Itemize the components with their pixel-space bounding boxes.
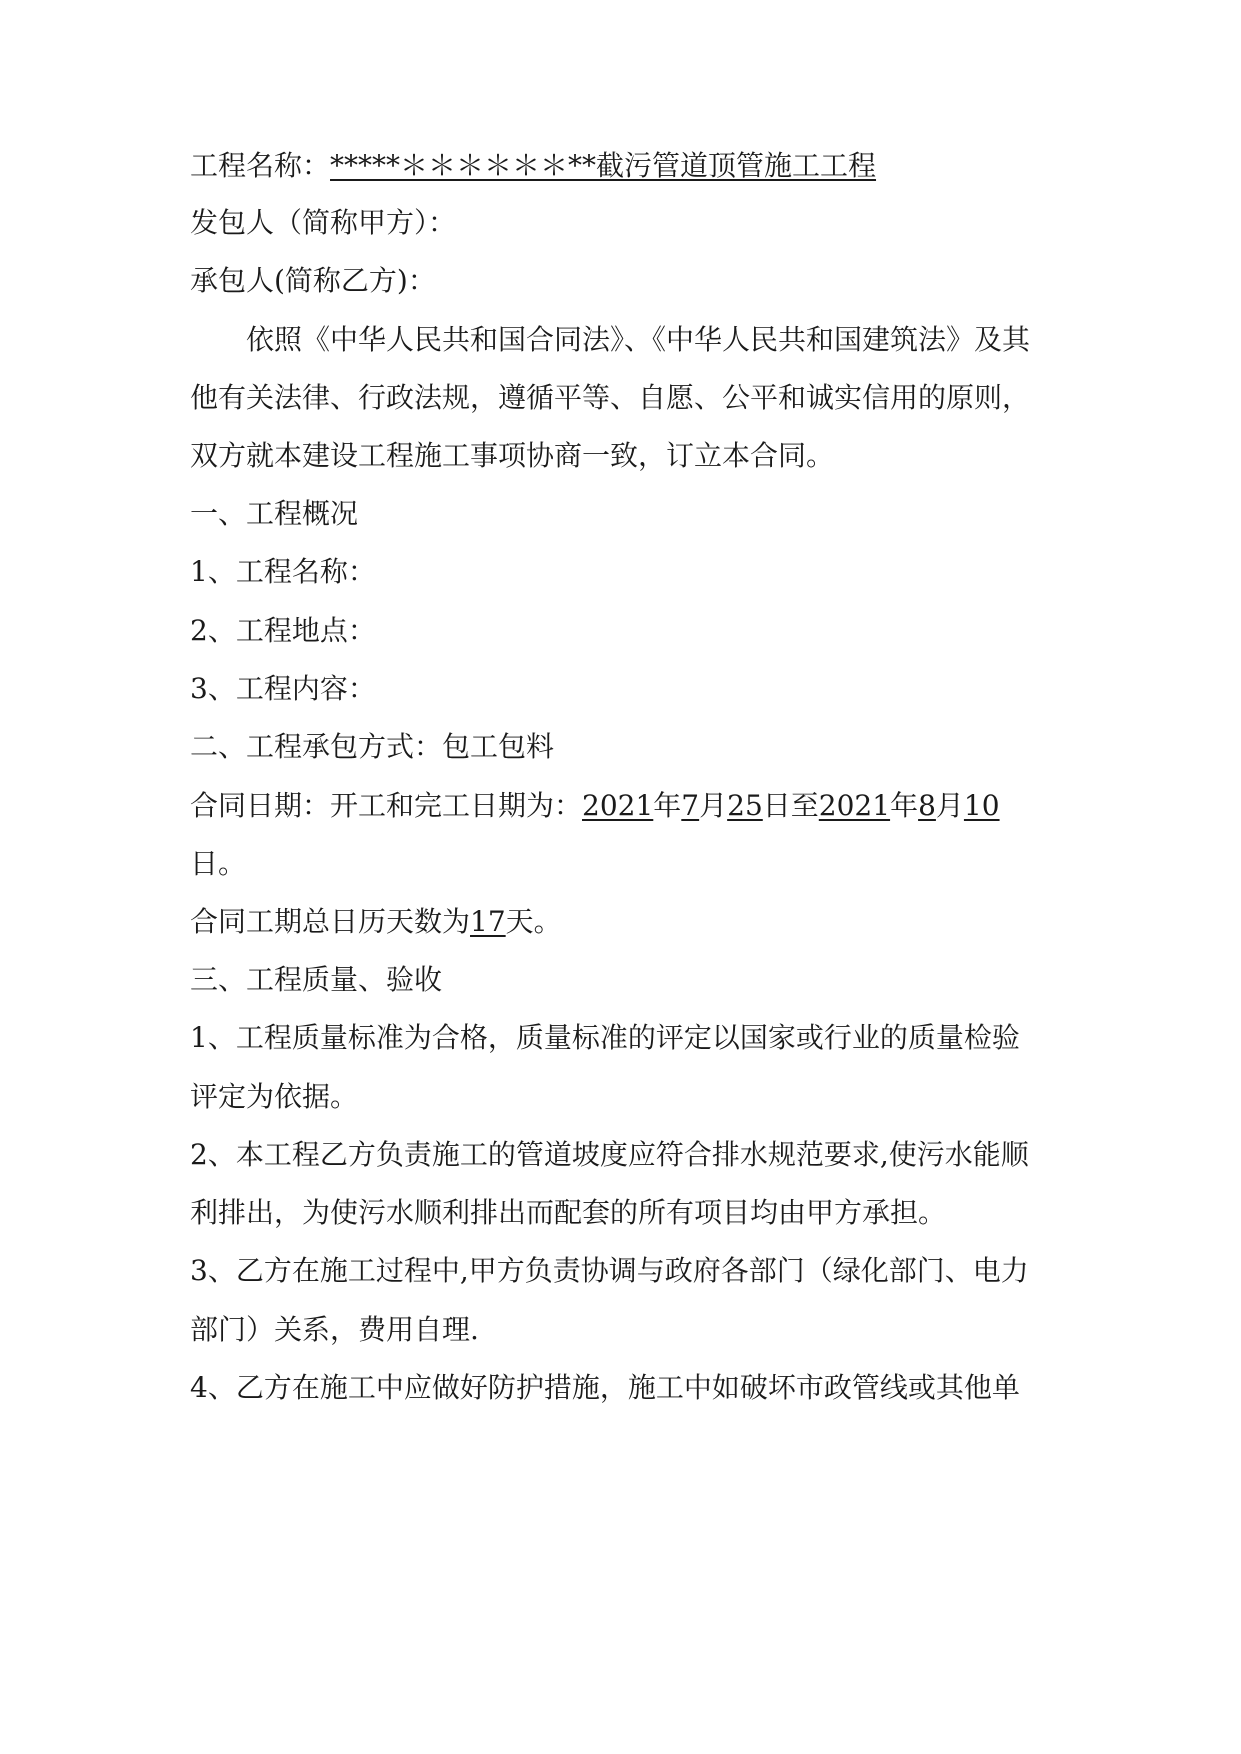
start-month: 7 [681, 789, 700, 822]
contractor-label: 承包人(简称乙方)： [190, 264, 436, 297]
year-char: 年 [890, 789, 919, 822]
month-char: 月 [699, 789, 728, 822]
contract-date-tail: 日。 [190, 847, 247, 880]
start-day: 25 [727, 789, 763, 822]
end-month: 8 [918, 789, 936, 822]
project-name-line [190, 146, 876, 186]
section-1-item-3: 3、工程内容： [190, 672, 376, 705]
preamble-line-1: 依照《中华人民共和国合同法》、《中华人民共和国建筑法》及其 [246, 323, 1031, 356]
section-3-heading: 三、工程质量、验收 [190, 963, 443, 996]
project-name-label: 工程名称： [190, 149, 331, 182]
duration-suffix: 天。 [505, 905, 562, 938]
employer-label: 发包人（简称甲方）： [190, 206, 457, 239]
section-1-heading: 一、工程概况 [190, 497, 359, 530]
end-day: 10 [963, 789, 1000, 822]
section-3-p3-line-2: 部门）关系，费用自理. [190, 1313, 479, 1346]
section-3-p1-line-2: 评定为依据。 [190, 1080, 359, 1113]
section-3-p4-line-1: 4、乙方在施工中应做好防护措施，施工中如破坏市政管线或其他单 [190, 1371, 1020, 1404]
day-to-text: 日至 [762, 789, 819, 822]
section-2-heading: 二、工程承包方式：包工包料 [190, 730, 555, 763]
duration-prefix: 合同工期总日历天数为 [190, 905, 471, 938]
section-3-p2-line-2: 利排出，为使污水顺利排出而配套的所有项目均由甲方承担。 [190, 1196, 947, 1229]
section-1-item-2: 2、工程地点： [190, 614, 376, 647]
section-3-p3-line-1: 3、乙方在施工过程中,甲方负责协调与政府各部门（绿化部门、电力 [190, 1254, 1029, 1287]
contract-date-prefix: 合同日期：开工和完工日期为： [190, 789, 583, 822]
section-1-item-1: 1、工程名称： [190, 555, 376, 588]
duration-line [190, 902, 562, 942]
end-year: 2021 [818, 789, 891, 822]
contract-date-line [190, 786, 1000, 826]
section-3-p1-line-1: 1、工程质量标准为合格，质量标准的评定以国家或行业的质量检验 [190, 1021, 1020, 1054]
start-year: 2021 [582, 789, 654, 822]
section-3-p2-line-1: 2、本工程乙方负责施工的管道坡度应符合排水规范要求,使污水能顺 [190, 1138, 1029, 1171]
preamble-line-2: 他有关法律、行政法规，遵循平等、自愿、公平和诚实信用的原则， [190, 381, 1031, 414]
duration-days: 17 [470, 905, 506, 938]
project-name-value: *****＊＊＊＊＊＊**截污管道顶管施工工程 [330, 149, 877, 182]
month-char: 月 [935, 789, 964, 822]
year-char: 年 [653, 789, 682, 822]
preamble-line-3: 双方就本建设工程施工事项协商一致，订立本合同。 [190, 439, 835, 472]
